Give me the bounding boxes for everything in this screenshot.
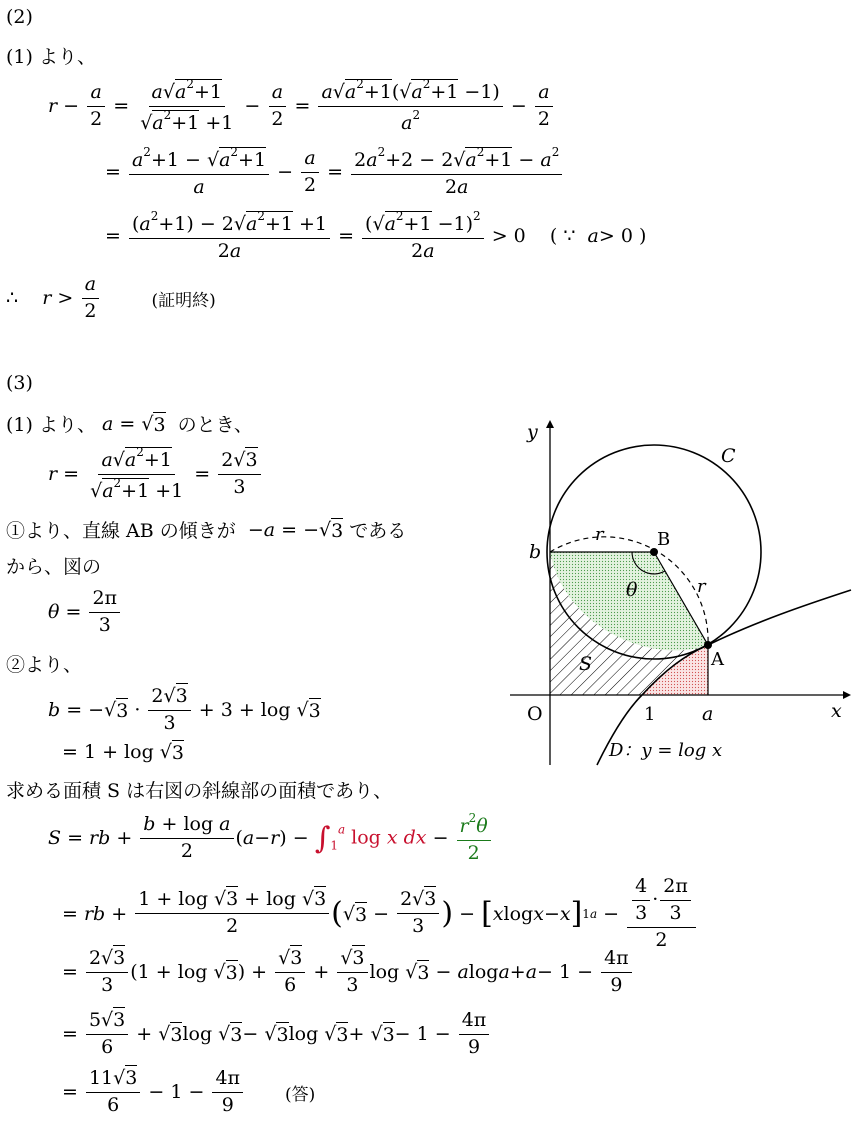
part2-label: (2) [6,6,33,28]
point-A [704,641,712,649]
part3-intro-prefix: (1) より、 [6,414,96,436]
radius-r1-label: r [595,524,604,545]
eq-r-value: r = $\frac{a√a^2+1}{√a^2+1 +1}$ = $\frac{2√3}{3}$ [48,446,263,503]
part3-intro-suffix: のとき、 [177,414,253,436]
region-S-label: S [579,653,593,675]
point-B-label: B [657,529,671,550]
eq-theta: θ = $\frac{2\pi}{3}$ [48,588,122,637]
axis-y-label: y [527,421,538,443]
y-axis-arrow [546,420,554,428]
eq-b-line1: b = −√ 3 · $\frac{2√3}{3}$ + 3 + log √ 3 [48,685,321,734]
figure-diagram [505,410,855,770]
ref2-text: ②より、 [6,654,83,676]
slope-text: ①より、直線 AB の傾きが − a = −√ 3 である [6,516,406,543]
eq-S-line2: = rb + $\frac{1 + \log √3 + \log √3}{2}$ ( √ 3 − $\frac{2√3}{3}$ ) − [ x log x − x ] 1 a − $\frac{4}{3}$ · $\frac{2\pi}{3}$ 2 [62,876,698,952]
eq-S-line3: = $\frac{2√3}{3}$ (1 + log √ 3 ) + $\frac{√3}{6}$ + $\frac{√3}{3}$ log √ 3 − a log a + a − 1 − $\frac{4\pi}{9}$ [62,948,634,997]
part3-intro: (1) より、 a = √ 3 のとき、 [6,410,253,437]
proof-end-note: (証明終) [151,290,216,311]
theta-label: θ [626,579,638,601]
eq-r-minus-a2-line2: = $\frac{a^2+1 - √a^2+1}{a}$ − $\frac{a}{2}$ = $\frac{2a^2+2 - 2√a^2+1 - a^2}{2a}$ [105,146,564,199]
eq-b-line2: = 1 + log √ 3 [62,741,184,764]
eq-r-minus-a2-line1: r − $\frac{a}{2}$ = $\frac{a√a^2+1}{√a^2+1 +1}$ − $\frac{a}{2}$ = $\frac{a√a^2+1(√a^2+1 -1)}{a^2}$ − $\frac{a}{2}$ [48,78,555,135]
point-A-label: A [711,649,724,670]
answer-note: (答) [285,1084,316,1105]
part2-conclusion: ∴ r > $\frac{a}{2}$ (証明終) [6,273,216,322]
slope-prefix: ①より、直線 AB の傾きが [6,520,236,542]
fig-ref-text: から、図の [6,556,102,578]
eq-S-line4: = $\frac{5√3}{6}$ + √ 3 log √ 3 − √ 3 log √ 3 + √ 3 − 1 − $\frac{4\pi}{9}$ [62,1010,491,1059]
tick-a-label: a [702,703,714,725]
radius-r2-label: r [697,576,706,597]
tick-b-label: b [529,541,542,563]
tick-1-label: 1 [644,704,656,725]
eq-S-def: S = rb + $\frac{\text{b + log a}}{2}$ ( a − r ) − $\int_1^a$ log x dx − $\frac{r^2\theta}{2}$ [48,812,493,865]
curve-D-label: D：y = log x [609,740,723,761]
circle-C-label: C [721,445,736,467]
x-axis-arrow [843,691,851,699]
eq-S-answer: = $\frac{11√3}{6}$ − 1 − $\frac{4\pi}{9}$ (答) [62,1067,316,1116]
part2-intro: (1) より、 [6,46,96,68]
eq-r-minus-a2-line3: = $\frac{(a^2+1) - 2√a^2+1 +1}{2a}$ = $\frac{(√a^2+1 -1)^2}{2a}$ > 0 ( ∵ a > 0 ) [105,209,647,262]
origin-label: O [527,703,543,725]
axis-x-label: x [831,700,842,722]
area-text: 求める面積 S は右図の斜線部の面積であり、 [6,780,393,802]
part3-label: (3) [6,372,33,394]
slope-suffix: である [349,520,407,542]
therefore-symbol: ∴ [6,287,19,310]
